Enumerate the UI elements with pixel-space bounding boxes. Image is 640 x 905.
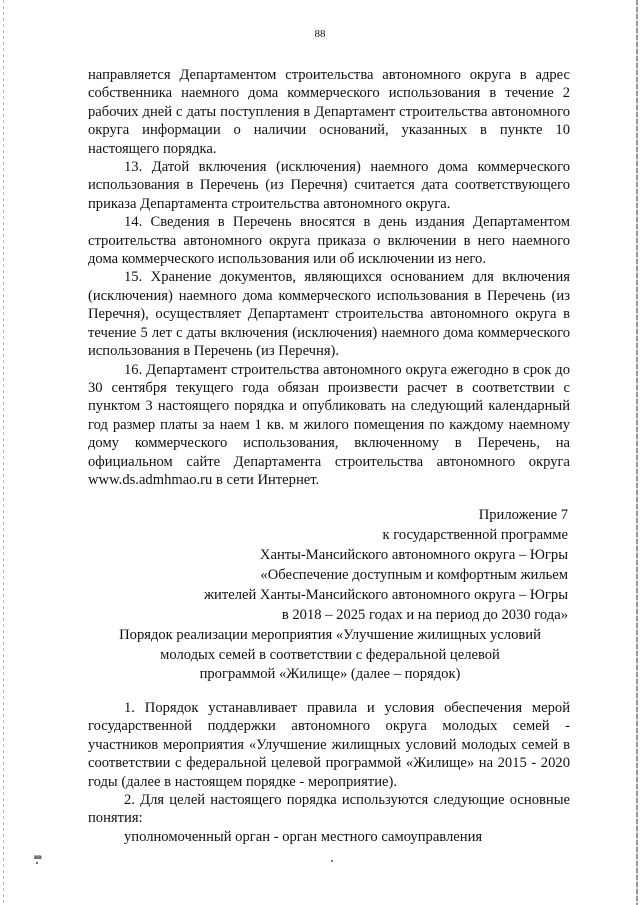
scan-dot (331, 860, 333, 862)
scan-edge-right (636, 0, 638, 905)
scan-dot (36, 862, 38, 864)
section-title (60, 626, 600, 685)
appendix-header (128, 505, 568, 625)
title-line: молодых семей в соответствии с федеральной целевой (160, 646, 500, 663)
paragraph-2: 2. Для целей настоящего порядка используются следующие основные понятия: (88, 792, 570, 827)
appendix-line: жителей Ханты-Мансийского автономного округа – Югры (203, 587, 568, 603)
paragraph-1: 1. Порядок устанавливает правила и условия обеспечения мерой государственной поддержки автономного округа молодых семей - участников мероприятия «Улучшение жилищных условий молодых семей в соответствии с федеральной целевой программой «Жилище» на 2015 - 2020 годы (далее в настоящем порядке - мероприятие). (88, 700, 570, 790)
title-line: Порядок реализации мероприятия «Улучшение жилищных условий (119, 627, 541, 643)
appendix-line: Ханты-Мансийского автономного округа – Югры (259, 547, 568, 563)
footer-mark: ив (34, 853, 42, 861)
paragraph-14: 14. Сведения в Перечень вносятся в день издания Департаментом строительства автономного округа приказа о включении в него наемного дома коммерческого использования или об исключении из него. (88, 214, 570, 268)
paragraph-continuation: направляется Департаментом строительства автономного округа в адрес собственника наемного дома коммерческого использования в течение 2 рабочих дней с даты поступления в Департамент строительства автономного округа информации о наличии оснований, указанных в пункте 10 настоящего порядка. (88, 67, 570, 157)
paragraph-definition: уполномоченный орган - орган местного самоуправления (124, 828, 483, 845)
paragraph-13: 13. Датой включения (исключения) наемного дома коммерческого использования в Перечень (из Перечня) считается дата соответствующего приказа Департамента строительства автономного округа. (88, 159, 570, 212)
paragraph-15: 15. Хранение документов, являющихся основанием для включения (исключения) наемного дома коммерческого использования в Перечень (из Перечня), осуществляет Департамент строительства автономного округа в течение 5 лет с даты включения (исключения) наемного дома коммерческого использования в Перечень (из Перечня). (88, 269, 570, 360)
appendix-line: Приложение 7 (478, 507, 568, 523)
scan-edge-left (3, 0, 4, 905)
body-text-top (88, 66, 570, 489)
appendix-line: в 2018 – 2025 годах и на период до 2030 года» (281, 607, 568, 623)
appendix-line: к государственной программе (382, 527, 568, 543)
page-number: 88 (314, 28, 326, 40)
title-line: программой «Жилище» (далее – порядок) (199, 666, 461, 682)
paragraph-16: 16. Департамент строительства автономного округа ежегодно в срок до 30 сентября текущего года обязан произвести расчет в соответствии с пунктом 3 настоящего порядка и опубликовать на следующий календарный год размер платы за наем 1 кв. м жилого помещения по каждому наемному дому коммерческого использования, включенному в Перечень, на официальном сайте Департамента строительства автономного округа www.ds.admhmao.ru в сети Интернет. (88, 361, 570, 488)
body-text-bottom (88, 699, 570, 846)
appendix-line: «Обеспечение доступным и комфортным жильем (260, 567, 568, 583)
